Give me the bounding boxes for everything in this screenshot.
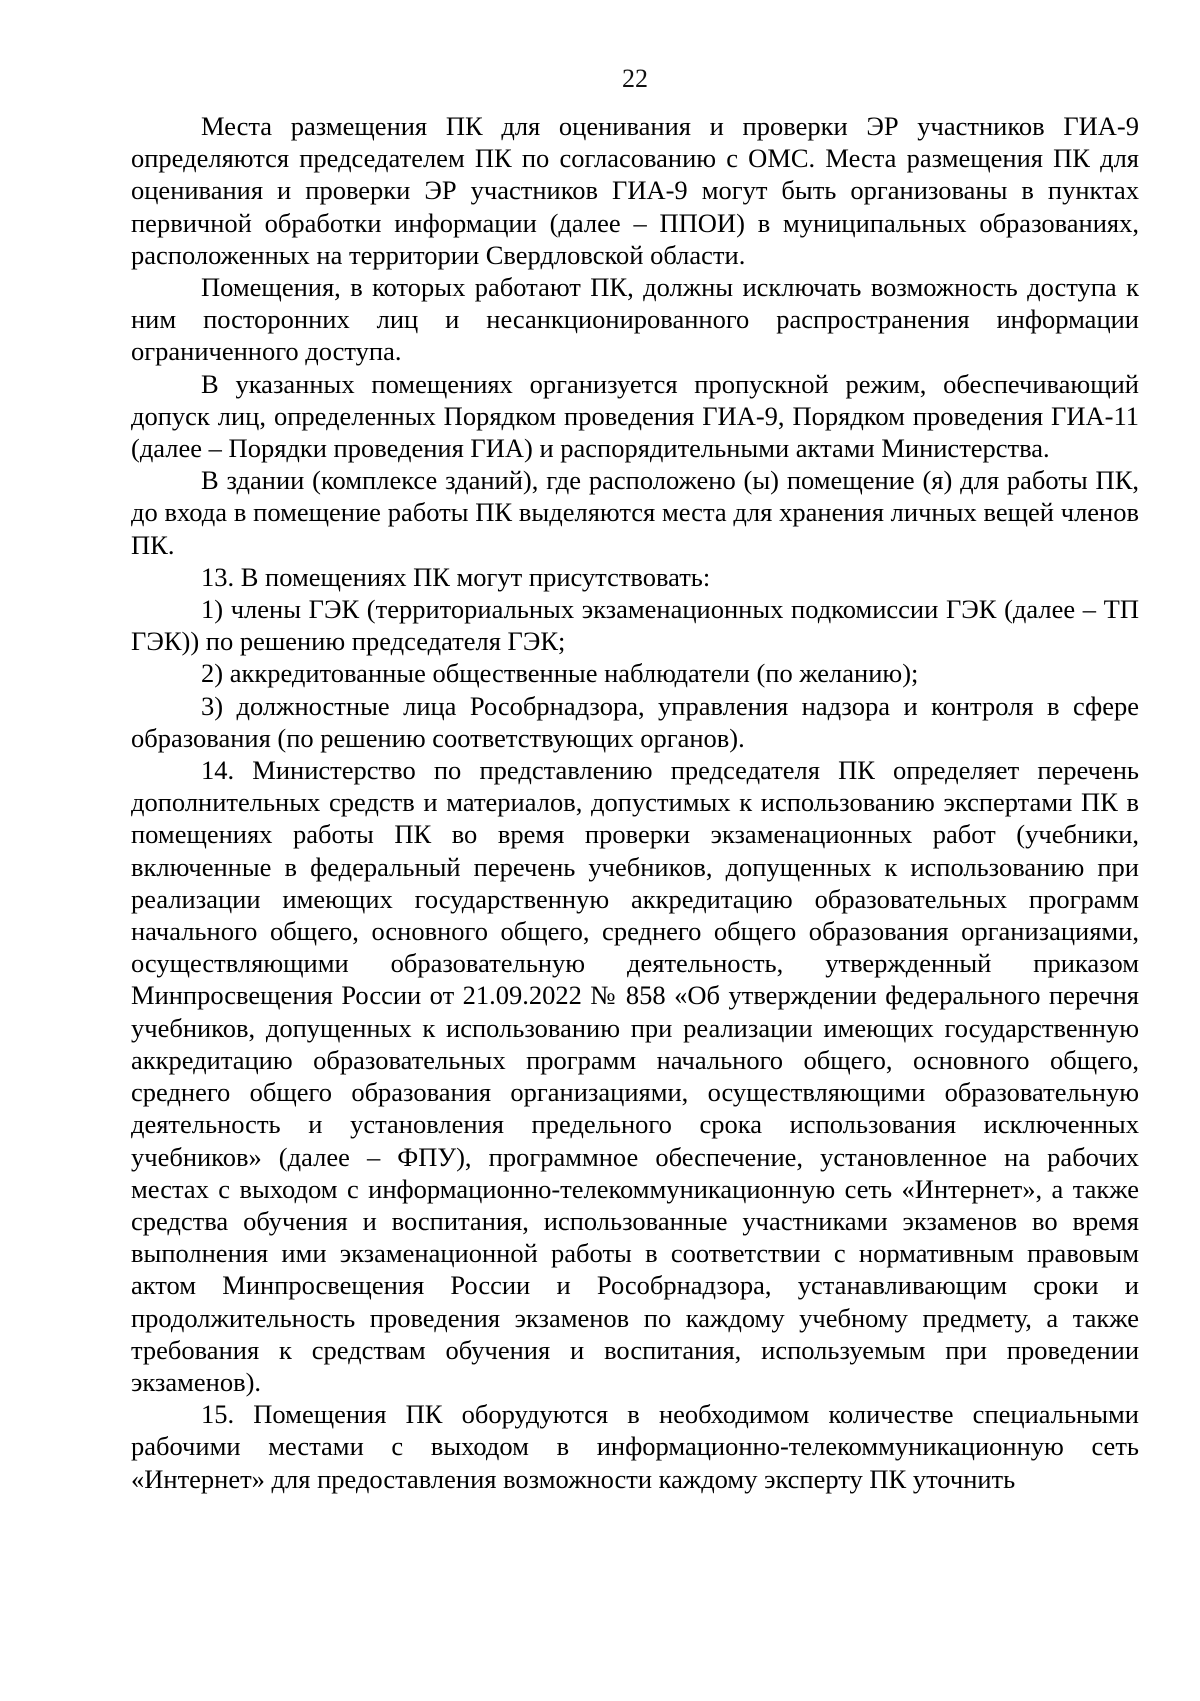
paragraph: 13. В помещениях ПК могут присутствовать: [201,561,711,592]
paragraph: В здании (комплексе зданий), где расположено (ы) помещение (я) для работы ПК, до входа в помещение работы ПК выделяются места для хранения личных вещей членов ПК. [131,465,1139,560]
document-body [131,110,1139,1495]
paragraph: Места размещения ПК для оценивания и проверки ЭР участников ГИА-9 определяются председателем ПК по согласованию с ОМС. Места размещения ПК для оценивания и проверки ЭР участников ГИА-9 могут быть организованы в пунктах первичной обработки информации (далее – ППОИ) в муниципальных образованиях, расположенных на территории Свердловской области. [131,111,1139,270]
paragraph: Помещения, в которых работают ПК, должны исключать возможность доступа к ним посторонних лиц и несанкционированного распространения информации ограниченного доступа. [131,272,1139,367]
paragraph: 1) члены ГЭК (территориальных экзаменационных подкомиссии ГЭК (далее – ТП ГЭК)) по решению председателя ГЭК; [131,594,1139,657]
paragraph: 14. Министерство по представлению председателя ПК определяет перечень дополнительных средств и материалов, допустимых к использованию экспертами ПК в помещениях работы ПК во время проверки экзаменационных работ (учебники, включенные в федеральный перечень учебников, допущенных к использованию при реализации имеющих государственную аккредитацию образовательных программ начального общего, основного общего, среднего общего образования организациями, осуществляющими образовательную деятельность, утвержденный приказом Минпросвещения России от 21.09.2022 № 858 «Об утверждении федерального перечня учебников, допущенных к использованию при реализации имеющих государственную аккредитацию образовательных программ начального общего, основного общего, среднего общего образования организациями, осуществляющими образовательную деятельность и установления предельного срока использования исключенных учебников» (далее – ФПУ), программное обеспечение, установленное на рабочих местах с выходом с информационно-телекоммуникационную сеть «Интернет», а также средства обучения и воспитания, использованные участниками экзаменов во время выполнения ими экзаменационной работы в соответствии с нормативным правовым актом Минпросвещения России и Рособрнадзора, устанавливающим сроки и продолжительность проведения экзаменов по каждому учебному предмету, а также требования к средствам обучения и воспитания, используемым при проведении экзаменов). [131,755,1139,1397]
paragraph: 3) должностные лица Рособрнадзора, управления надзора и контроля в сфере образования (по решению соответствующих органов). [131,690,1139,753]
paragraph: 15. Помещения ПК оборудуются в необходимом количестве специальными рабочими местами с выходом в информационно-телекоммуникационную сеть «Интернет» для предоставления возможности каждому эксперту ПК уточнить [131,1399,1139,1494]
paragraph: В указанных помещениях организуется пропускной режим, обеспечивающий допуск лиц, определенных Порядком проведения ГИА-9, Порядком проведения ГИА-11 (далее – Порядки проведения ГИА) и распорядительными актами Министерства. [131,368,1139,464]
page-number: 22 [622,64,648,93]
paragraph: 2) аккредитованные общественные наблюдатели (по желанию); [201,658,919,689]
